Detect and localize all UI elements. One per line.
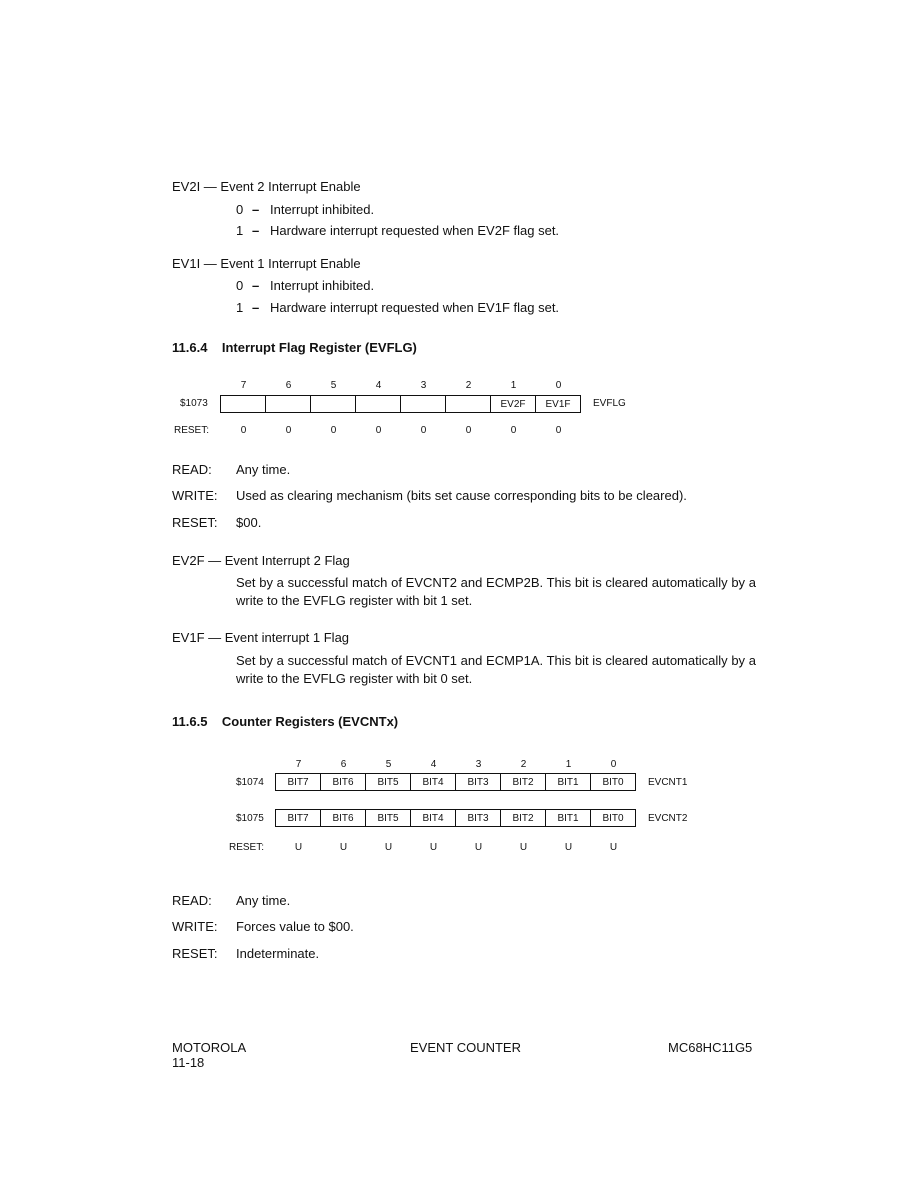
register-cell: BIT6	[321, 810, 366, 827]
bit-number: 5	[385, 759, 392, 770]
dash: –	[252, 202, 260, 217]
bit-number: 7	[240, 380, 247, 391]
bit-number: 2	[465, 380, 472, 391]
register-name: EVFLG	[593, 398, 626, 409]
register-name: EVCNT1	[648, 777, 688, 788]
write-label: WRITE:	[172, 919, 218, 934]
bit-value: 1	[236, 300, 244, 315]
ev2i-item-0	[236, 202, 374, 217]
bit-number: 5	[330, 380, 337, 391]
bit-number: 2	[520, 759, 527, 770]
register-cell: BIT5	[366, 810, 411, 827]
register-cell: EV1F	[536, 396, 581, 413]
write-label: WRITE:	[172, 488, 218, 503]
write-text: Forces value to $00.	[236, 919, 354, 934]
register-cell: BIT5	[366, 774, 411, 791]
register-cell: BIT7	[276, 810, 321, 827]
reset-value: 0	[330, 425, 337, 436]
reset-value: 0	[555, 425, 562, 436]
reset-label: RESET:	[172, 515, 218, 530]
write-text: Used as clearing mechanism (bits set cause corresponding bits to be cleared).	[236, 488, 687, 503]
reset-value: U	[519, 842, 528, 853]
reset-value: U	[564, 842, 573, 853]
reset-value: 0	[465, 425, 472, 436]
reset-label: RESET:	[229, 842, 265, 853]
reset-value: U	[474, 842, 483, 853]
reset-label: RESET:	[172, 946, 218, 961]
reset-label: RESET:	[174, 425, 210, 436]
reset-value: 0	[285, 425, 292, 436]
reset-value: U	[384, 842, 393, 853]
item-text: Hardware interrupt requested when EV1F flag set.	[270, 300, 560, 315]
bit-number: 1	[565, 759, 572, 770]
dash: –	[252, 278, 260, 293]
reset-text: $00.	[236, 515, 262, 530]
bit-value: 0	[236, 278, 244, 293]
ev1i-heading: EV1I — Event 1 Interrupt Enable	[172, 256, 361, 271]
register-cell: BIT4	[411, 810, 456, 827]
ev1f-description: Set by a successful match of EVCNT1 and ECMP1A. This bit is cleared automatically by a write to the EVFLG register with bit 0 set.	[236, 653, 756, 686]
register-cell	[311, 396, 356, 413]
reset-value: U	[609, 842, 618, 853]
register-cell: BIT1	[546, 810, 591, 827]
register-evcnt2	[275, 809, 636, 827]
register-cell: BIT0	[591, 774, 636, 791]
register-cell	[221, 396, 266, 413]
register-cell	[356, 396, 401, 413]
bit-value: 1	[236, 223, 244, 238]
dash: –	[252, 300, 260, 315]
ev1i-item-0	[236, 278, 374, 293]
register-address: $1075	[236, 813, 264, 824]
bit-number: 7	[295, 759, 302, 770]
ev2f-description: Set by a successful match of EVCNT2 and ECMP2B. This bit is cleared automatically by a write to the EVFLG register with bit 1 set.	[236, 575, 756, 608]
footer-page-number: 11-18	[172, 1055, 205, 1070]
register-evcnt1	[275, 773, 636, 791]
read-label: READ:	[172, 462, 212, 477]
bit-number: 3	[475, 759, 482, 770]
register-address: $1074	[236, 777, 264, 788]
read-label: READ:	[172, 893, 212, 908]
bit-number: 4	[375, 380, 382, 391]
register-cell: BIT3	[456, 774, 501, 791]
reset-value: 0	[240, 425, 247, 436]
reset-value: 0	[420, 425, 427, 436]
footer-left: MOTOROLA	[172, 1040, 247, 1055]
register-cell: EV2F	[491, 396, 536, 413]
register-name: EVCNT2	[648, 813, 688, 824]
register-cell: BIT1	[546, 774, 591, 791]
bit-value: 0	[236, 202, 244, 217]
dash: –	[252, 223, 260, 238]
ev2f-heading: EV2F — Event Interrupt 2 Flag	[172, 553, 350, 568]
section-title-11-6-5: 11.6.5 Counter Registers (EVCNTx)	[172, 714, 399, 729]
bit-number: 0	[555, 380, 562, 391]
ev2i-heading: EV2I — Event 2 Interrupt Enable	[172, 179, 361, 194]
ev1i-item-1	[236, 300, 559, 315]
register-cell: BIT3	[456, 810, 501, 827]
reset-value: U	[339, 842, 348, 853]
item-text: Interrupt inhibited.	[270, 278, 375, 293]
register-cell: BIT2	[501, 810, 546, 827]
register-cell: BIT7	[276, 774, 321, 791]
bit-number: 1	[510, 380, 517, 391]
register-cell	[401, 396, 446, 413]
footer-center: EVENT COUNTER	[410, 1040, 521, 1055]
reset-value: U	[429, 842, 438, 853]
register-cell: BIT2	[501, 774, 546, 791]
register-cell	[446, 396, 491, 413]
bit-number: 4	[430, 759, 437, 770]
read-text: Any time.	[236, 893, 291, 908]
bit-number: 0	[610, 759, 617, 770]
section-title-11-6-4: 11.6.4 Interrupt Flag Register (EVFLG)	[172, 340, 417, 355]
reset-value: 0	[375, 425, 382, 436]
register-cell: BIT4	[411, 774, 456, 791]
bit-number: 3	[420, 380, 427, 391]
register-cell: BIT6	[321, 774, 366, 791]
reset-text: Indeterminate.	[236, 946, 320, 961]
register-cell: BIT0	[591, 810, 636, 827]
register-cell	[266, 396, 311, 413]
bit-number: 6	[285, 380, 292, 391]
ev2i-item-1	[236, 223, 559, 238]
read-text: Any time.	[236, 462, 291, 477]
footer-right: MC68HC11G5	[668, 1040, 753, 1055]
item-text: Hardware interrupt requested when EV2F flag set.	[270, 223, 560, 238]
ev1f-heading: EV1F — Event interrupt 1 Flag	[172, 630, 350, 645]
reset-value: U	[294, 842, 303, 853]
reset-value: 0	[510, 425, 517, 436]
bit-number: 6	[340, 759, 347, 770]
item-text: Interrupt inhibited.	[270, 202, 375, 217]
register-evflg	[220, 395, 581, 413]
register-address: $1073	[180, 398, 208, 409]
